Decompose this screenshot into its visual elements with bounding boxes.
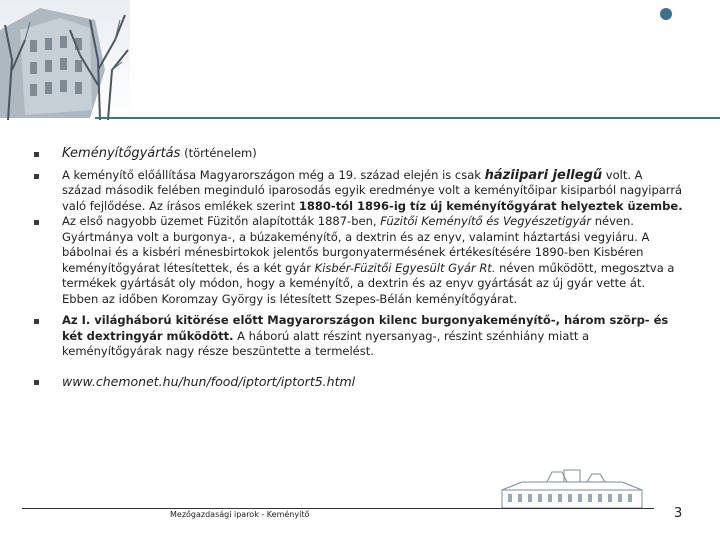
item-emphasis: háziipari jellegű — [484, 167, 603, 183]
item-text: néven működött, megosztva a termékek gyártását oly módon, hogy a keményítő, a dextrin és az enyv gyártását az új gyár vette át. Ebben az időben Koromzay György is létesített Szepes-Bélán keményítőgyárat. — [62, 260, 675, 306]
slide-content — [34, 146, 684, 389]
item-bold-text: Az I. világháború kitörése előtt Magyarországon kilenc burgonyakeményítő-, három szörp- és két dextringyár működött. — [62, 313, 669, 343]
item-subtitle: (történelem) — [180, 146, 257, 160]
header-divider — [95, 117, 720, 119]
item-italic-text: Kisbér-Füzitői Egyesült Gyár Rt. — [314, 260, 496, 275]
footer-divider — [22, 508, 654, 509]
footer-title: Mezőgazdasági iparok - Keményítő — [170, 510, 310, 519]
bullet-icon — [34, 380, 39, 385]
university-building-logo — [492, 468, 652, 518]
list-item — [34, 374, 684, 390]
item-text: néven. Gyártmánya volt a burgonya-, a búzakeményítő, a dextrin és az enyv, valamint háztartási vegyiáru. A bábolnai és a kisbéri ménesbirtokok jelentős burgonyatermésének értékesítésére 1890-ben Kisbéren keményítőgyárat létesítettek, és a két gyár — [62, 214, 650, 275]
bullet-icon — [34, 174, 39, 179]
header-accent-dot — [660, 8, 672, 20]
page-number: 3 — [674, 506, 683, 521]
bullet-icon — [34, 220, 39, 225]
item-text: A háború alatt részint nyersanyag-, részint szénhiány miatt a keményítőgyárak nagy része beszüntette a termelést. — [62, 328, 590, 358]
list-item — [34, 313, 684, 360]
list-item — [34, 168, 684, 215]
item-text: volt. A század második felében meginduló iparosodás egyik eredménye volt a keményítőipar kisiparból nagyiparrá való fejlődése. Az írásos emlékek szerint — [62, 167, 683, 213]
item-text: Az első nagyobb üzemet Füzitőn alapították 1887-ben, — [62, 214, 381, 228]
source-link[interactable]: www.chemonet.hu/hun/food/iptort/iptort5.html — [62, 373, 356, 389]
list-item — [34, 146, 684, 162]
header-building-photo — [0, 0, 130, 120]
list-item — [34, 214, 684, 307]
bullet-icon — [34, 319, 39, 324]
item-italic-text: Füzitői Keményítő és Vegyészetigyár — [380, 214, 592, 228]
item-title: Keményítőgyártás — [62, 146, 181, 161]
item-bold-text: 1880-tól 1896-ig tíz új keményítőgyárat helyeztek üzembe. — [298, 198, 683, 213]
bullet-icon — [34, 152, 39, 157]
item-text: A keményítő előállítása Magyarországon még a 19. század elején is csak — [62, 167, 485, 182]
